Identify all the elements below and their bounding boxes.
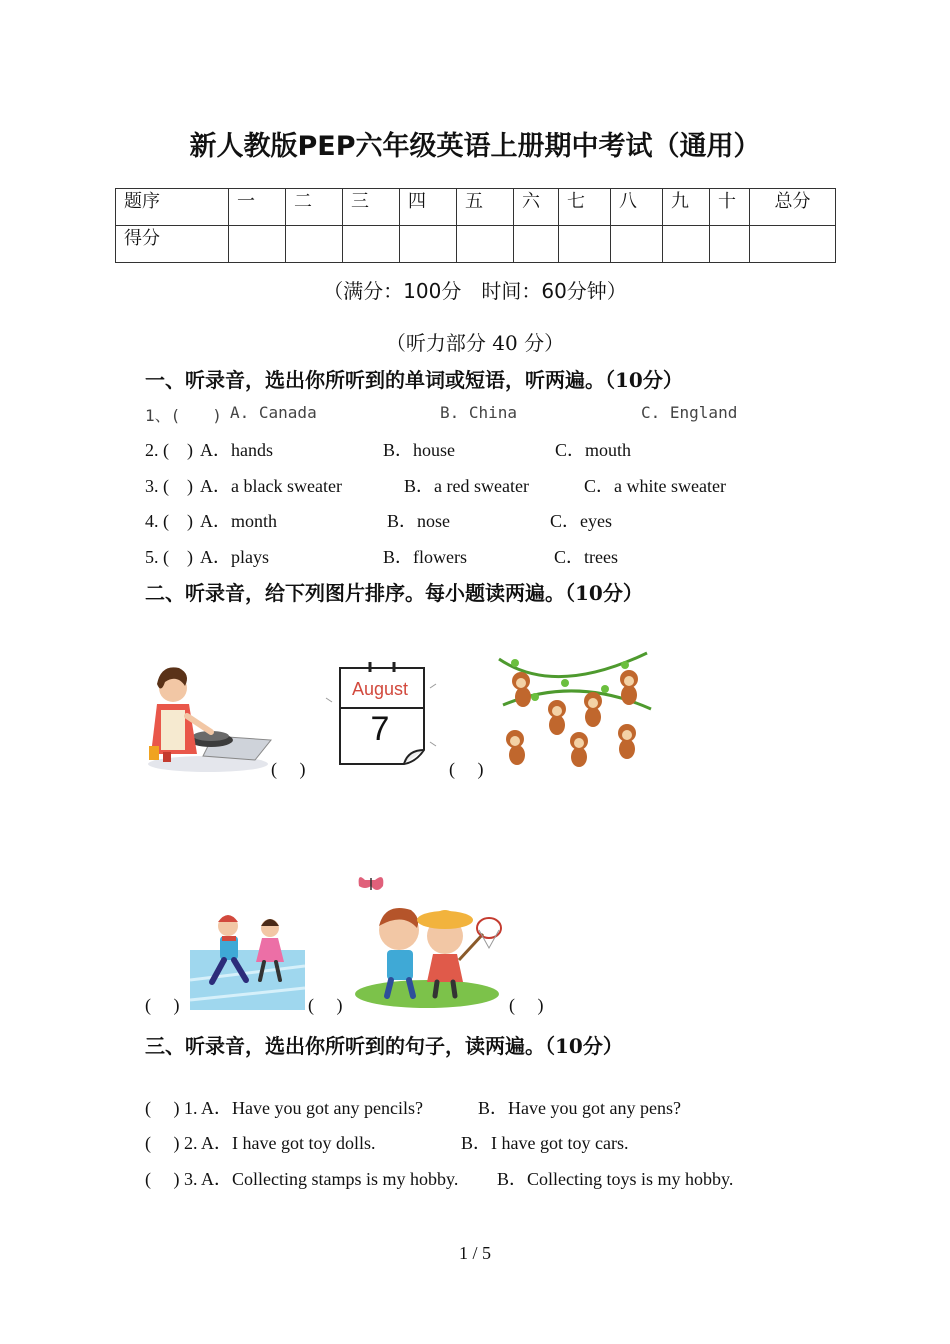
calendar-day: 7 <box>370 710 390 748</box>
sentence-option-a: ( ) 1. A．Have you got any pencils? <box>145 1098 423 1118</box>
section3-heading: 三、听录音，选出你所听到的句子，读两遍。（10分） <box>145 1034 623 1058</box>
answer-blank[interactable]: ( ) <box>449 759 484 779</box>
score-table-score-row <box>116 226 836 263</box>
sentence-option-a: ( ) 2. A．I have got toy dolls. <box>145 1133 376 1153</box>
table-cell: 八 <box>611 189 663 226</box>
calendar-picture <box>320 658 438 770</box>
question-number: 1、( ) <box>145 406 222 425</box>
score-input-cell[interactable] <box>286 226 343 263</box>
score-table-header-row <box>116 189 836 226</box>
score-input-cell[interactable] <box>514 226 559 263</box>
listening-part-label: （听力部分 40 分） <box>385 331 565 355</box>
table-cell: 九 <box>663 189 710 226</box>
score-input-cell[interactable] <box>559 226 611 263</box>
table-cell: 总分 <box>750 189 836 226</box>
score-input-cell[interactable] <box>457 226 514 263</box>
table-cell: 六 <box>514 189 559 226</box>
option-c: C．mouth <box>555 440 632 460</box>
table-cell: 五 <box>457 189 514 226</box>
answer-blank[interactable]: ( ) <box>145 995 180 1015</box>
table-cell: 三 <box>343 189 400 226</box>
sentence-option-b: B．Have you got any pens? <box>478 1098 681 1118</box>
section1-heading: 一、听录音，选出你所听到的单词或短语，听两遍。（10分） <box>145 368 683 392</box>
option-c: C．trees <box>554 547 618 567</box>
calendar-month: August <box>351 679 409 699</box>
question-number: 3. ( ) <box>145 476 193 496</box>
monkeys-picture <box>495 645 655 773</box>
option-b: B．house <box>383 440 455 460</box>
option-a: A．month <box>200 511 278 531</box>
question-number: 2. ( ) <box>145 440 193 460</box>
option-a: A．a black sweater <box>200 476 342 496</box>
answer-blank[interactable]: ( ) <box>271 759 306 779</box>
butterfly-kids-picture <box>355 872 505 1008</box>
option-b: B．flowers <box>383 547 467 567</box>
question-number: 4. ( ) <box>145 511 193 531</box>
score-table <box>115 188 836 263</box>
score-input-cell[interactable] <box>400 226 457 263</box>
option-a: A．hands <box>200 440 273 460</box>
sentence-option-b: B．I have got toy cars. <box>461 1133 629 1153</box>
score-input-cell[interactable] <box>611 226 663 263</box>
section2-heading: 二、听录音，给下列图片排序。每小题读两遍。（10分） <box>145 581 643 605</box>
answer-blank[interactable]: ( ) <box>509 995 544 1015</box>
score-input-cell[interactable] <box>343 226 400 263</box>
option-c: C．eyes <box>550 511 612 531</box>
score-input-cell[interactable] <box>229 226 286 263</box>
table-cell: 题序 <box>116 189 229 226</box>
option-a: A．plays <box>200 547 269 567</box>
question-number: 5. ( ) <box>145 547 193 567</box>
option-c: C. England <box>641 403 738 422</box>
table-cell: 七 <box>559 189 611 226</box>
answer-blank[interactable]: ( ) <box>308 995 343 1015</box>
score-input-cell[interactable] <box>663 226 710 263</box>
table-cell: 四 <box>400 189 457 226</box>
option-a: A. Canada <box>230 403 317 422</box>
score-input-cell[interactable] <box>710 226 750 263</box>
option-b: B．a red sweater <box>404 476 529 496</box>
table-cell: 十 <box>710 189 750 226</box>
page-title: 新人教版PEP六年级英语上册期中考试（通用） <box>189 131 761 162</box>
table-cell: 得分 <box>116 226 229 263</box>
score-input-cell[interactable] <box>750 226 836 263</box>
cooking-woman-picture <box>143 660 273 775</box>
page-number: 1 / 5 <box>458 1243 491 1263</box>
sentence-option-a: ( ) 3. A．Collecting stamps is my hobby. <box>145 1169 459 1189</box>
table-cell: 一 <box>229 189 286 226</box>
option-b: B. China <box>440 403 518 422</box>
skating-kids-picture <box>190 910 305 1010</box>
table-cell: 二 <box>286 189 343 226</box>
sentence-option-b: B．Collecting toys is my hobby. <box>497 1169 734 1189</box>
option-c: C．a white sweater <box>584 476 726 496</box>
exam-info: （满分：100分 时间：60分钟） <box>323 279 627 303</box>
option-b: B．nose <box>387 511 450 531</box>
